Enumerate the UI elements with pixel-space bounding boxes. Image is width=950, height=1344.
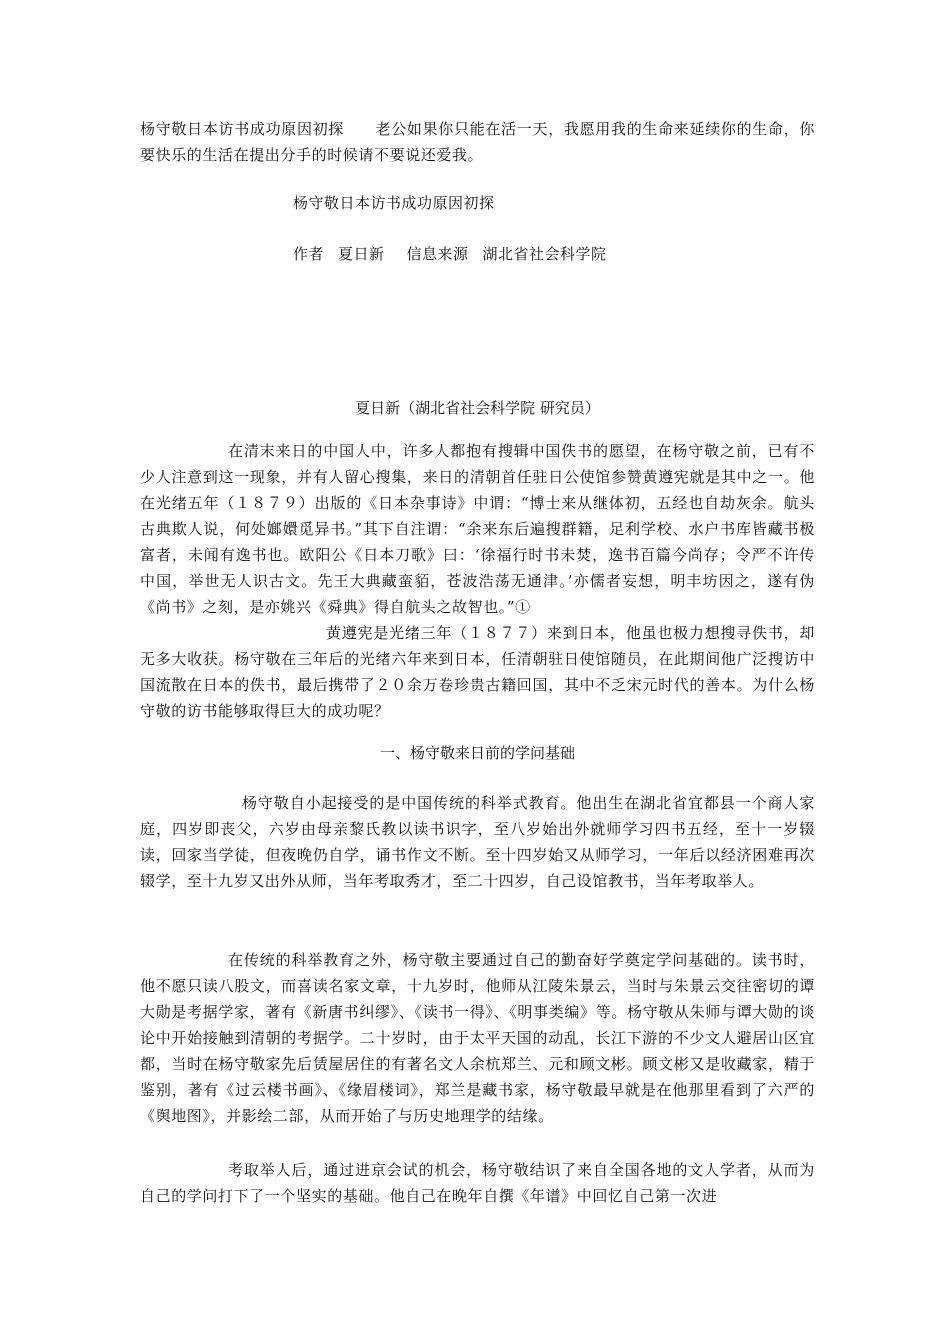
header-paragraph: 杨守敬日本访书成功原因初探 老公如果你只能在活一天，我愿用我的生命来延续你的生命，你要快乐的生活在提出分手的时候请不要说还爱我。	[140, 120, 815, 164]
intro-paragraph-1: 在清末来日的中国人中，许多人都抱有搜辑中国佚书的愿望，在杨守敬之前，已有不少人注意到这一现象，并有人留心搜集，来日的清朝首任驻日公使馆参赞黄遵宪就是其中之一。他在光绪五年（１８７９）出版的《日本杂事诗》中谓：“博士来从继体初，五经也自劫灰余。航头古典欺人说，何处嫏嬛觅异书。”其下自注谓：“余来东后遍搜群籍，足利学校、水户书库皆藏书极富者，未闻有逸书也。欧阳公《日本刀歌》曰：‘徐福行时书未焚，逸书百篇今尚存；令严不许传中国，举世无人识古文。先王大典藏蛮貊，苍波浩荡无通津。’亦儒者妄想，明丰坊因之，遂有伪《尚书》之刻，是亦姚兴《舜典》得自航头之故智也。”①	[140, 442, 815, 616]
article-title: 杨守敬日本访书成功原因初探	[293, 194, 495, 212]
section-paragraph-3: 考取举人后，通过进京会试的机会，杨守敬结识了来自全国各地的文人学者，从而为自己的学问打下了一个坚实的基础。他自己在晚年自撰《年谱》中回忆自己第一次进	[140, 1161, 815, 1205]
section-heading: 一、杨守敬来日前的学问基础	[379, 744, 575, 762]
section-paragraph-2: 在传统的科举教育之外，杨守敬主要通过自己的勤奋好学奠定学问基础的。读书时，他不愿只读八股文，而喜读名家文章，十九岁时，他师从江陵朱景云，当时与朱景云交往密切的谭大勋是考据学家，著有《新唐书纠缪》、《读书一得》、《明事类编》等。杨守敬从朱师与谭大勋的谈论中开始接触到清朝的考据学。二十岁时，由于太平天国的动乱，长江下游的不少文人避居山区宜都，当时在杨守敬家先后赁屋居住的有著名文人余杭郑兰、元和顾文彬。顾文彬又是收藏家，精于鉴别，著有《过云楼书画》、《缘眉楼词》，郑兰是藏书家，杨守敬最早就是在他那里看到了六严的《舆地图》，并影绘二部，从而开始了与历史地理学的结缘。	[140, 951, 815, 1125]
author-affiliation: 夏日新（湖北省社会科学院 研究员）	[355, 399, 600, 417]
section-paragraph-1: 杨守敬自小起接受的是中国传统的科举式教育。他出生在湖北省宜都县一个商人家庭，四岁即丧父，六岁由母亲黎氏教以读书识字，至八岁始出外就师学习四书五经，至十一岁辍读，回家当学徒，但夜晚仍自学，诵书作文不断。至十四岁始又从师学习，一年后以经济困难再次辍学，至十九岁又出外从师，当年考取秀才，至二十四岁，自己设馆教书，当年考取举人。	[140, 794, 815, 890]
byline	[293, 241, 607, 267]
intro-paragraph-2: 黄遵宪是光绪三年（１８７７）来到日本，他虽也极力想搜寻佚书，却无多大收获。杨守敬在三年后的光绪六年来到日本，任清朝驻日使馆随员，在此期间他广泛搜访中国流散在日本的佚书，最后携带了２０余万卷珍贵古籍回国，其中不乏宋元时代的善本。为什么杨守敬的访书能够取得巨大的成功呢？	[140, 624, 815, 720]
source-label: 信息来源	[406, 245, 469, 263]
source-name: 湖北省社会科学院	[482, 245, 607, 263]
author-label: 作者	[293, 245, 325, 263]
author-name: 夏日新	[338, 245, 385, 263]
